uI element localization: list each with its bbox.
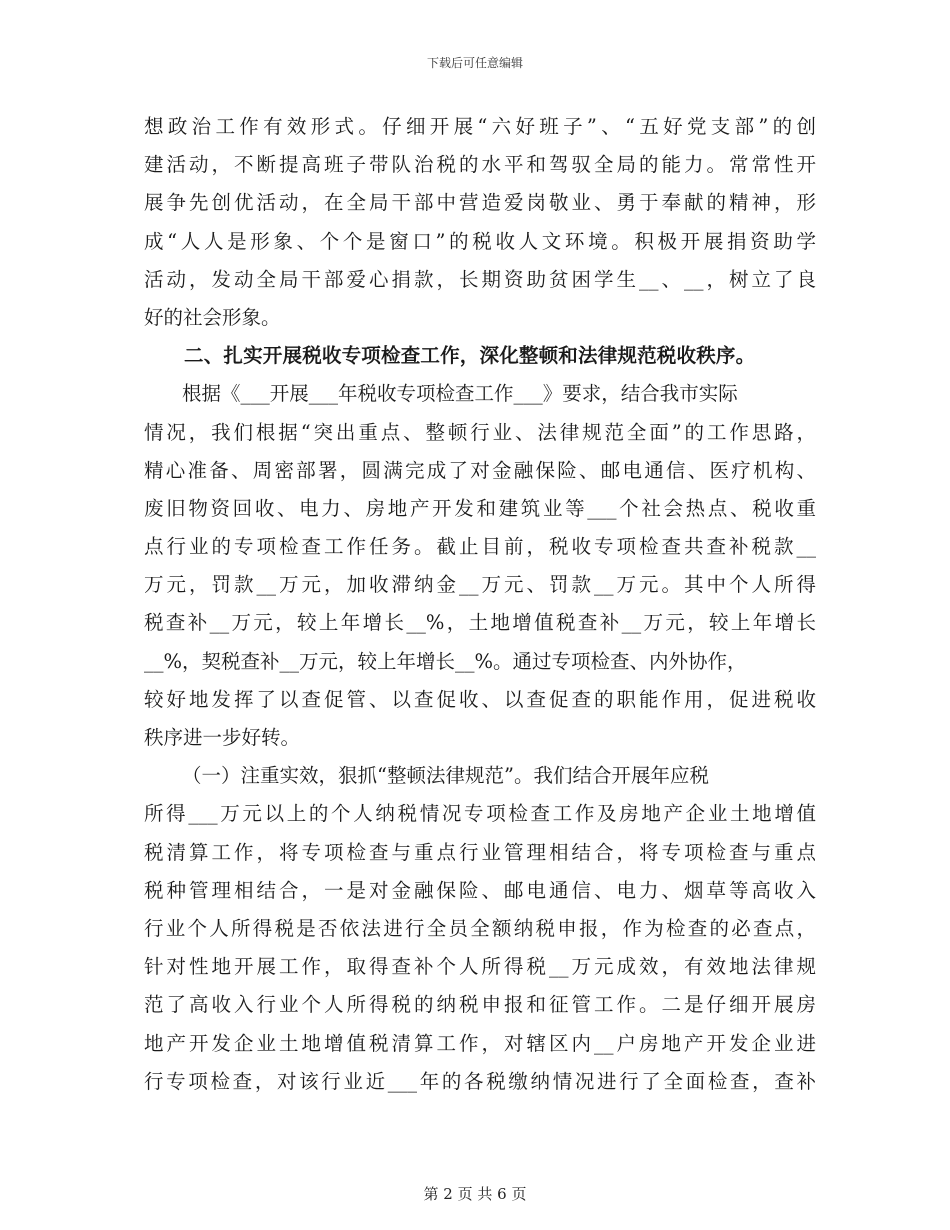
text-line: 根据《___开展___年税收专项检查工作___》要求，结合我市实际 — [182, 382, 738, 406]
text-line: 废旧物资回收、电力、房地产开发和建筑业等___个社会热点、税收重 — [144, 496, 816, 520]
text-line: （一）注重实效，狠抓“整顿法律规范”。我们结合开展年应税 — [182, 764, 709, 788]
text-line: __%，契税查补__万元，较上年增长__%。通过专项检查、内外协作， — [144, 649, 747, 673]
text-line: 税清算工作，将专项检查与重点行业管理相结合，将专项检查与重点 — [144, 840, 816, 864]
text-line: 展争先创优活动，在全局干部中营造爱岗敬业、勇于奉献的精神，形 — [144, 191, 816, 215]
text-line: 范了高收入行业个人所得税的纳税申报和征管工作。二是仔细开展房 — [144, 993, 816, 1017]
text-line: 所得___万元以上的个人纳税情况专项检查工作及房地产企业土地增值 — [144, 802, 816, 826]
page-footer: 第 2 页 共 6 页 — [423, 1185, 527, 1203]
text-line: 点行业的专项检查工作任务。截止目前，税收专项检查共查补税款__ — [144, 535, 816, 559]
text-line: 行专项检查，对该行业近___年的各税缴纳情况进行了全面检查，查补 — [144, 1069, 816, 1093]
text-line: 精心准备、周密部署，圆满完成了对金融保险、邮电通信、医疗机构、 — [144, 458, 816, 482]
text-line: 地产开发企业土地增值税清算工作，对辖区内__户房地产开发企业进 — [144, 1031, 816, 1055]
text-line: 好的社会形象。 — [144, 305, 281, 329]
text-line: 情况，我们根据“突出重点、整顿行业、法律规范全面”的工作思路， — [144, 420, 816, 444]
text-line: 万元，罚款__万元，加收滞纳金__万元、罚款__万元。其中个人所得 — [144, 573, 816, 597]
page-header: 下载后可任意编辑 — [426, 56, 523, 70]
text-line: 税种管理相结合，一是对金融保险、邮电通信、电力、烟草等高收入 — [144, 878, 816, 902]
document-body — [144, 108, 816, 1101]
text-line: 行业个人所得税是否依法进行全员全额纳税申报，作为检查的必查点， — [144, 916, 816, 940]
text-line: 成“人人是形象、个个是窗口”的税收人文环境。积极开展捐资助学 — [144, 229, 816, 253]
text-line: 建活动，不断提高班子带队治税的水平和驾驭全局的能力。常常性开 — [144, 153, 816, 177]
text-line: 较好地发挥了以查促管、以查促收、以查促查的职能作用，促进税收 — [144, 687, 816, 711]
text-line: 活动，发动全局干部爱心捐款，长期资助贫困学生__、__，树立了良 — [144, 267, 816, 291]
text-line: 税查补__万元，较上年增长__%，土地增值税查补__万元，较上年增长 — [144, 611, 816, 635]
text-line: 针对性地开展工作，取得查补个人所得税__万元成效，有效地法律规 — [144, 955, 816, 979]
section-heading: 二、扎实开展税收专项检查工作，深化整顿和法律规范税收秩序。 — [184, 344, 756, 368]
text-line: 想政治工作有效形式。仔细开展“六好班子”、“五好党支部”的创 — [144, 115, 816, 138]
text-line: 秩序进一步好转。 — [144, 726, 301, 749]
